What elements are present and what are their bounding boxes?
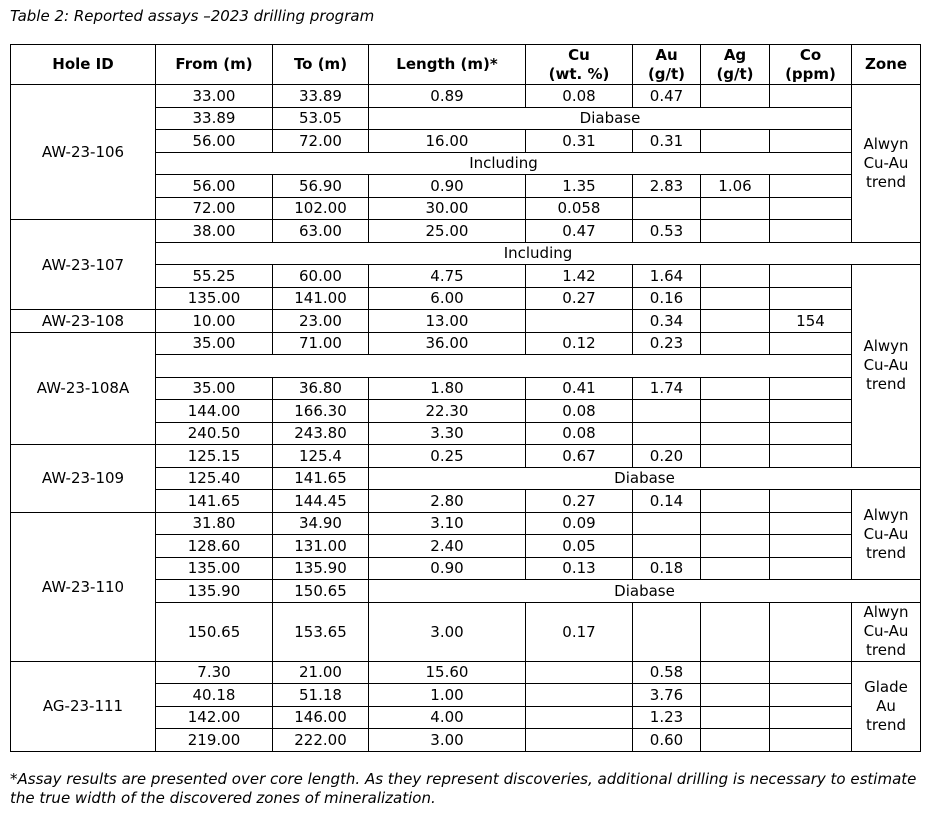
table-caption: Table 2: Reported assays –2023 drilling program <box>10 7 375 25</box>
co-cell <box>770 287 852 310</box>
zone-line: Alwyn <box>863 337 909 356</box>
hole-id-cell: AW-23-108A <box>11 332 156 445</box>
ag-cell <box>701 445 770 468</box>
ag-cell <box>701 197 770 220</box>
co-cell <box>770 197 852 220</box>
zone-line: trend <box>866 715 906 734</box>
table-row <box>11 220 921 243</box>
assays-table <box>10 44 921 752</box>
co-cell <box>770 400 852 423</box>
from-cell: 7.30 <box>156 661 273 684</box>
length-cell: 0.25 <box>369 445 526 468</box>
au-cell: 0.47 <box>633 85 701 108</box>
ag-cell <box>701 287 770 310</box>
to-cell: 33.89 <box>273 85 369 108</box>
zone-line: trend <box>866 375 906 394</box>
header-line: Co <box>799 45 822 64</box>
cu-cell: 0.058 <box>526 197 633 220</box>
co-cell <box>770 265 852 288</box>
zone-line: trend <box>866 544 906 562</box>
cu-cell: 0.05 <box>526 535 633 558</box>
to-cell: 146.00 <box>273 706 369 729</box>
cu-cell: 0.47 <box>526 220 633 243</box>
au-cell: 0.18 <box>633 557 701 580</box>
ag-cell <box>701 557 770 580</box>
co-cell <box>770 445 852 468</box>
au-cell: 0.31 <box>633 130 701 153</box>
length-cell: 1.00 <box>369 684 526 707</box>
co-cell <box>770 512 852 535</box>
to-cell: 72.00 <box>273 130 369 153</box>
to-cell: 36.80 <box>273 377 369 400</box>
from-cell: 142.00 <box>156 706 273 729</box>
col-header-from: From (m) <box>156 45 273 85</box>
zone-cell <box>852 602 921 661</box>
to-cell: 131.00 <box>273 535 369 558</box>
co-cell <box>770 175 852 198</box>
col-header-hole-id: Hole ID <box>11 45 156 85</box>
co-cell <box>770 85 852 108</box>
to-cell: 51.18 <box>273 684 369 707</box>
cu-cell: 0.08 <box>526 400 633 423</box>
au-cell: 0.58 <box>633 661 701 684</box>
length-cell: 30.00 <box>369 197 526 220</box>
diabase-label: Diabase <box>369 107 852 130</box>
ag-cell <box>701 490 770 513</box>
cu-cell: 0.41 <box>526 377 633 400</box>
au-cell <box>633 422 701 445</box>
zone-line: Cu-Au <box>863 356 909 375</box>
length-cell: 15.60 <box>369 661 526 684</box>
cu-cell: 0.09 <box>526 512 633 535</box>
zone-cell <box>852 265 921 468</box>
ag-cell <box>701 535 770 558</box>
length-cell: 0.90 <box>369 557 526 580</box>
from-cell: 240.50 <box>156 422 273 445</box>
ag-cell <box>701 400 770 423</box>
au-cell: 0.34 <box>633 310 701 333</box>
length-cell: 16.00 <box>369 130 526 153</box>
from-cell: 33.89 <box>156 107 273 130</box>
cu-cell <box>526 729 633 752</box>
co-cell <box>770 332 852 355</box>
col-header-ag <box>701 45 770 85</box>
ag-cell <box>701 661 770 684</box>
from-cell: 31.80 <box>156 512 273 535</box>
table-footnote: *Assay results are presented over core length. As they represent discoveries, additional drilling is necessary to estimate the true width of the discovered zones of mineralization. <box>10 770 917 807</box>
cu-cell: 0.17 <box>526 602 633 661</box>
cu-cell <box>526 684 633 707</box>
co-cell <box>770 377 852 400</box>
co-cell <box>770 602 852 661</box>
zone-line: Glade <box>864 677 908 696</box>
from-cell: 38.00 <box>156 220 273 243</box>
ag-cell <box>701 130 770 153</box>
header-unit: (g/t) <box>647 64 686 83</box>
zone-line: Alwyn <box>863 506 909 524</box>
from-cell: 56.00 <box>156 175 273 198</box>
cu-cell: 0.27 <box>526 287 633 310</box>
table-row <box>11 310 921 333</box>
ag-cell <box>701 512 770 535</box>
ag-cell <box>701 85 770 108</box>
au-cell: 0.60 <box>633 729 701 752</box>
cu-cell: 0.12 <box>526 332 633 355</box>
ag-cell <box>701 684 770 707</box>
length-cell: 3.10 <box>369 512 526 535</box>
to-cell: 34.90 <box>273 512 369 535</box>
ag-cell <box>701 706 770 729</box>
to-cell: 150.65 <box>273 580 369 603</box>
from-cell: 10.00 <box>156 310 273 333</box>
cu-cell <box>526 706 633 729</box>
col-header-cu <box>526 45 633 85</box>
to-cell: 141.65 <box>273 467 369 490</box>
length-cell: 3.00 <box>369 729 526 752</box>
to-cell: 60.00 <box>273 265 369 288</box>
au-cell: 1.64 <box>633 265 701 288</box>
cu-cell: 0.08 <box>526 85 633 108</box>
ag-cell <box>701 377 770 400</box>
from-cell: 33.00 <box>156 85 273 108</box>
to-cell: 21.00 <box>273 661 369 684</box>
au-cell <box>633 512 701 535</box>
ag-cell <box>701 729 770 752</box>
to-cell: 71.00 <box>273 332 369 355</box>
to-cell: 243.80 <box>273 422 369 445</box>
length-cell: 3.30 <box>369 422 526 445</box>
length-cell: 13.00 <box>369 310 526 333</box>
to-cell: 135.90 <box>273 557 369 580</box>
co-cell: 154 <box>770 310 852 333</box>
length-cell: 1.80 <box>369 377 526 400</box>
to-cell: 144.45 <box>273 490 369 513</box>
zone-line: trend <box>866 172 906 191</box>
to-cell: 23.00 <box>273 310 369 333</box>
table-row <box>11 512 921 535</box>
zone-cell <box>852 661 921 751</box>
au-cell: 0.20 <box>633 445 701 468</box>
au-cell: 0.23 <box>633 332 701 355</box>
table-row <box>11 85 921 108</box>
length-cell: 2.80 <box>369 490 526 513</box>
length-cell: 3.00 <box>369 602 526 661</box>
co-cell <box>770 422 852 445</box>
length-cell: 0.90 <box>369 175 526 198</box>
hole-id-cell: AG-23-111 <box>11 661 156 751</box>
col-header-zone: Zone <box>852 45 921 85</box>
col-header-length: Length (m)* <box>369 45 526 85</box>
from-cell: 35.00 <box>156 377 273 400</box>
au-cell: 1.23 <box>633 706 701 729</box>
table-row <box>11 332 921 355</box>
zone-line: Cu-Au <box>863 525 909 543</box>
from-cell: 56.00 <box>156 130 273 153</box>
cu-cell <box>526 310 633 333</box>
zone-line: Cu-Au <box>863 622 909 640</box>
to-cell: 125.4 <box>273 445 369 468</box>
length-cell: 25.00 <box>369 220 526 243</box>
from-cell: 144.00 <box>156 400 273 423</box>
hole-id-cell: AW-23-109 <box>11 445 156 513</box>
zone-line: Alwyn <box>863 134 909 153</box>
zone-cell <box>852 85 921 243</box>
from-cell: 35.00 <box>156 332 273 355</box>
to-cell: 53.05 <box>273 107 369 130</box>
from-cell: 135.90 <box>156 580 273 603</box>
ag-cell <box>701 602 770 661</box>
cu-cell: 1.42 <box>526 265 633 288</box>
to-cell: 222.00 <box>273 729 369 752</box>
co-cell <box>770 490 852 513</box>
from-cell: 55.25 <box>156 265 273 288</box>
cu-cell: 0.13 <box>526 557 633 580</box>
length-cell: 2.40 <box>369 535 526 558</box>
table-row <box>11 445 921 468</box>
col-header-au <box>633 45 701 85</box>
zone-line: Cu-Au <box>863 153 909 172</box>
diabase-label: Diabase <box>369 467 921 490</box>
table-row <box>11 661 921 684</box>
cu-cell: 0.67 <box>526 445 633 468</box>
hole-id-cell: AW-23-110 <box>11 512 156 661</box>
au-cell <box>633 535 701 558</box>
header-unit: (wt. %) <box>548 64 610 83</box>
length-cell: 4.00 <box>369 706 526 729</box>
cu-cell: 0.08 <box>526 422 633 445</box>
ag-cell <box>701 332 770 355</box>
co-cell <box>770 535 852 558</box>
ag-cell <box>701 220 770 243</box>
col-header-to: To (m) <box>273 45 369 85</box>
including-label: Including <box>156 242 921 265</box>
au-cell: 2.83 <box>633 175 701 198</box>
hole-id-cell: AW-23-108 <box>11 310 156 333</box>
au-cell: 1.74 <box>633 377 701 400</box>
including-label: Including <box>156 152 852 175</box>
au-cell <box>633 197 701 220</box>
cu-cell <box>526 661 633 684</box>
zone-line: Alwyn <box>863 603 909 621</box>
to-cell: 166.30 <box>273 400 369 423</box>
au-cell: 0.53 <box>633 220 701 243</box>
to-cell: 153.65 <box>273 602 369 661</box>
ag-cell: 1.06 <box>701 175 770 198</box>
to-cell: 63.00 <box>273 220 369 243</box>
au-cell <box>633 400 701 423</box>
au-cell: 0.16 <box>633 287 701 310</box>
from-cell: 141.65 <box>156 490 273 513</box>
au-cell: 0.14 <box>633 490 701 513</box>
co-cell <box>770 661 852 684</box>
zone-line: Au <box>876 696 896 715</box>
hole-id-cell: AW-23-106 <box>11 85 156 220</box>
to-cell: 141.00 <box>273 287 369 310</box>
co-cell <box>770 706 852 729</box>
length-cell: 6.00 <box>369 287 526 310</box>
from-cell: 125.40 <box>156 467 273 490</box>
length-cell: 22.30 <box>369 400 526 423</box>
length-cell: 36.00 <box>369 332 526 355</box>
from-cell: 219.00 <box>156 729 273 752</box>
from-cell: 150.65 <box>156 602 273 661</box>
from-cell: 125.15 <box>156 445 273 468</box>
to-cell: 56.90 <box>273 175 369 198</box>
col-header-co <box>770 45 852 85</box>
cu-cell: 1.35 <box>526 175 633 198</box>
co-cell <box>770 684 852 707</box>
header-row <box>11 45 921 85</box>
co-cell <box>770 130 852 153</box>
co-cell <box>770 557 852 580</box>
co-cell <box>770 729 852 752</box>
cu-cell: 0.27 <box>526 490 633 513</box>
zone-line: trend <box>866 641 906 659</box>
au-cell <box>633 602 701 661</box>
length-cell: 0.89 <box>369 85 526 108</box>
hole-id-cell: AW-23-107 <box>11 220 156 310</box>
ag-cell <box>701 265 770 288</box>
cu-cell: 0.31 <box>526 130 633 153</box>
from-cell: 135.00 <box>156 287 273 310</box>
header-line: Cu <box>568 45 590 64</box>
blank-separator <box>156 355 852 378</box>
from-cell: 128.60 <box>156 535 273 558</box>
to-cell: 102.00 <box>273 197 369 220</box>
ag-cell <box>701 310 770 333</box>
zone-cell <box>852 490 921 580</box>
diabase-label: Diabase <box>369 580 921 603</box>
from-cell: 72.00 <box>156 197 273 220</box>
header-unit: (g/t) <box>716 64 754 83</box>
from-cell: 135.00 <box>156 557 273 580</box>
length-cell: 4.75 <box>369 265 526 288</box>
header-unit: (ppm) <box>785 64 836 83</box>
au-cell: 3.76 <box>633 684 701 707</box>
co-cell <box>770 220 852 243</box>
from-cell: 40.18 <box>156 684 273 707</box>
header-line: Au <box>655 45 678 64</box>
ag-cell <box>701 422 770 445</box>
header-line: Ag <box>723 45 747 64</box>
